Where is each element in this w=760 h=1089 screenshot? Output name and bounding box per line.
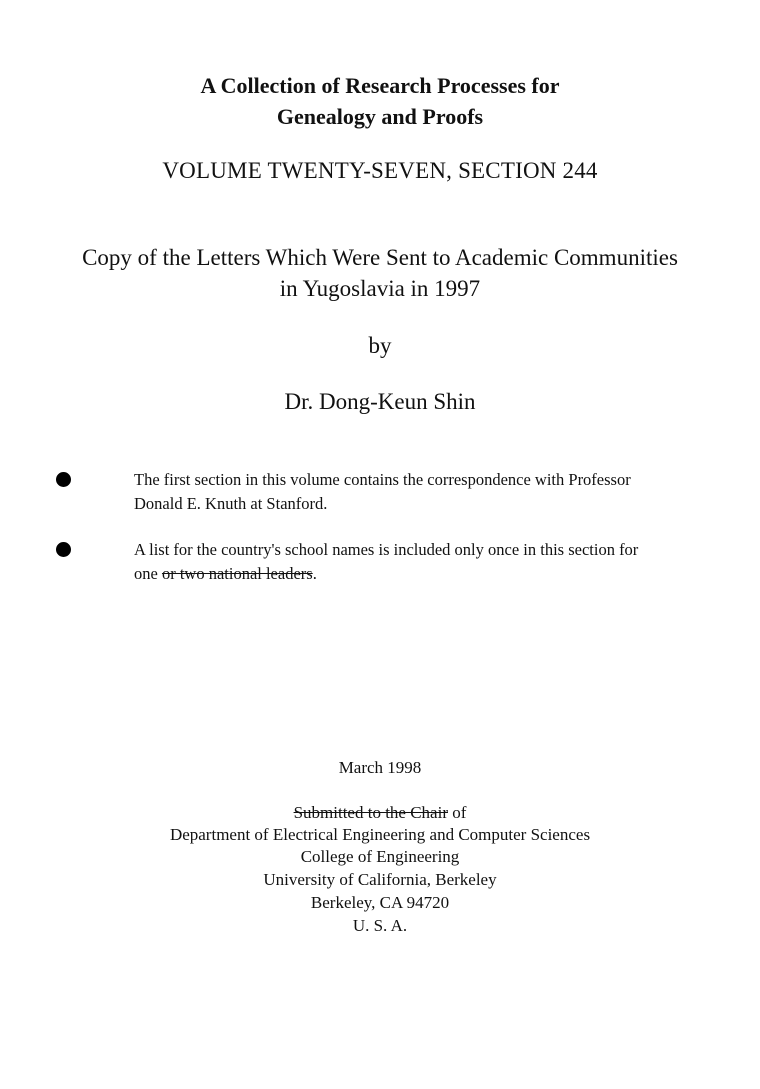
date-line: March 1998 <box>338 758 422 777</box>
department-line: Department of Electrical Engineering and Computer Sciences <box>169 825 591 844</box>
college-line: College of Engineering <box>300 847 460 866</box>
country-line: U. S. A. <box>352 916 408 935</box>
byline-by: by <box>368 333 392 358</box>
bullet-1-line-2: Donald E. Knuth at Stanford. <box>134 494 328 513</box>
bullet-1-line-1: The first section in this volume contains the correspondence with Professor <box>134 470 631 489</box>
bullet-2-line-1: A list for the country's school names is included only once in this section for <box>134 540 639 559</box>
bullet-2-line-2 <box>134 562 724 586</box>
submitted-end-text: of <box>447 803 467 822</box>
bullet-2-struck-text: or two national leaders <box>161 564 313 583</box>
title-line-2: Genealogy and Proofs <box>276 104 484 129</box>
subtitle-line-2: in Yugoslavia in 1997 <box>279 276 481 301</box>
submitted-line <box>0 802 760 824</box>
volume-section-heading: VOLUME TWENTY-SEVEN, SECTION 244 <box>162 158 598 183</box>
subtitle-line-1: Copy of the Letters Which Were Sent to Academic Communities <box>82 245 678 270</box>
bullet-dot-icon <box>56 472 71 487</box>
author-name: Dr. Dong-Keun Shin <box>284 389 476 414</box>
bullet-2-plain-text: one <box>134 564 162 583</box>
title-line-1: A Collection of Research Processes for <box>200 73 560 98</box>
bullet-2-end-text: . <box>312 564 317 583</box>
address-line: Berkeley, CA 94720 <box>310 893 450 912</box>
bullet-dot-icon <box>56 542 71 557</box>
university-line: University of California, Berkeley <box>263 870 497 889</box>
submitted-struck-text: Submitted to the Chair <box>293 803 448 822</box>
